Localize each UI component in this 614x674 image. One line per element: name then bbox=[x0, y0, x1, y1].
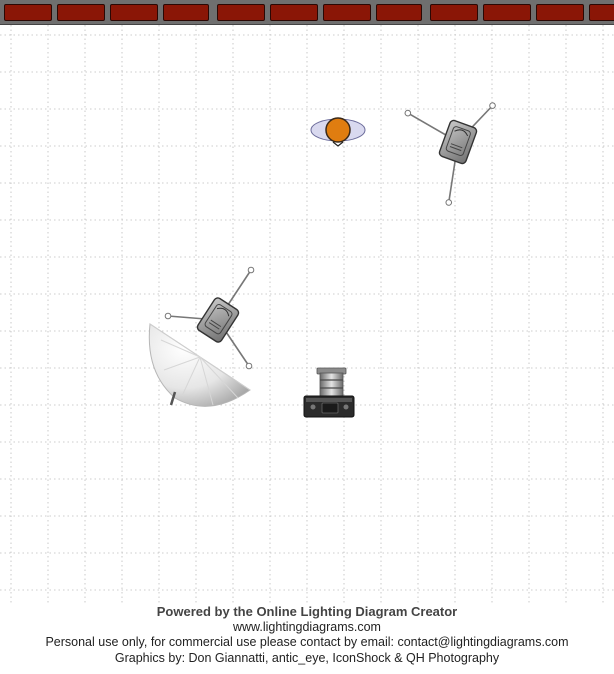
strobe-top-right[interactable] bbox=[380, 76, 496, 209]
credits-footer bbox=[0, 604, 614, 666]
credits-title: Powered by the Online Lighting Diagram Creator bbox=[156, 604, 458, 619]
credits-usage-notice: Personal use only, for commercial use please contact by email: contact@lightingdiagrams.com bbox=[45, 635, 569, 649]
credits-website: www.lightingdiagrams.com bbox=[233, 619, 381, 634]
light-stand-icon bbox=[380, 76, 496, 209]
strobe-umbrella[interactable] bbox=[149, 267, 254, 406]
credits-graphics: Graphics by: Don Giannatti, antic_eye, IconShock & QH Photography bbox=[114, 650, 500, 665]
camera-icon[interactable] bbox=[304, 368, 354, 417]
shoot-through-umbrella-icon bbox=[149, 324, 250, 406]
subject-head-icon[interactable] bbox=[311, 118, 365, 146]
strobe-head-icon bbox=[438, 119, 477, 164]
strobe-head-icon bbox=[196, 296, 240, 343]
